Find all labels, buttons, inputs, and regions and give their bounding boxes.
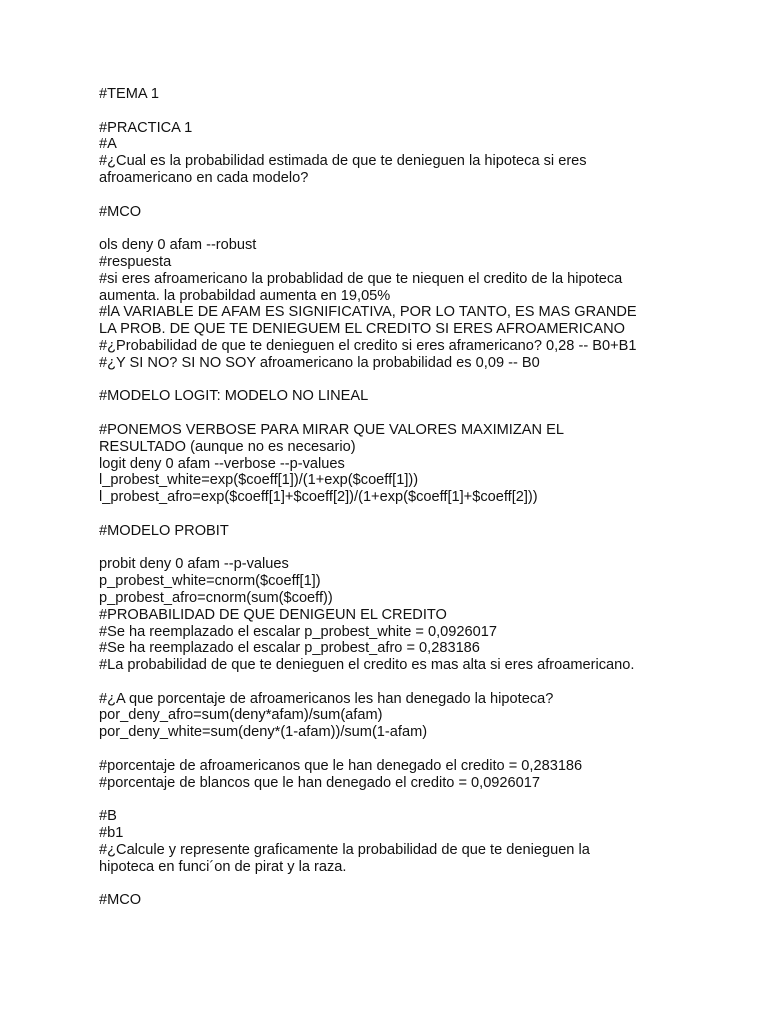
text-line: #respuesta xyxy=(99,253,172,270)
text-line: #MCO xyxy=(99,892,142,909)
text-line: #Se ha reemplazado el escalar p_probest_afro = 0,283186 xyxy=(99,640,480,657)
blank-line xyxy=(99,741,739,758)
text-line: por_deny_white=sum(deny*(1-afam))/sum(1-afam) xyxy=(99,724,428,741)
text-line: #PRACTICA 1 xyxy=(99,119,193,136)
blank-line xyxy=(99,674,739,691)
text-line: #b1 xyxy=(99,825,124,842)
text-line: #MODELO PROBIT xyxy=(99,522,229,539)
text-line: #MODELO LOGIT: MODELO NO LINEAL xyxy=(99,388,369,405)
text-line: RESULTADO (aunque no es necesario) xyxy=(99,438,356,455)
blank-line xyxy=(99,103,739,120)
blank-line xyxy=(99,405,739,422)
text-line: #B xyxy=(99,808,117,825)
text-line: #La probabilidad de que te denieguen el credito es mas alta si eres afroamericano. xyxy=(99,657,635,674)
text-line: l_probest_afro=exp($coeff[1]+$coeff[2])/(1+exp($coeff[1]+$coeff[2])) xyxy=(99,489,538,506)
text-line: hipoteca en funci´on de pirat y la raza. xyxy=(99,858,347,875)
text-line: #Se ha reemplazado el escalar p_probest_white = 0,0926017 xyxy=(99,623,497,640)
text-line: p_probest_white=cnorm($coeff[1]) xyxy=(99,573,321,590)
text-line: #¿Y SI NO? SI NO SOY afroamericano la probabilidad es 0,09 -- B0 xyxy=(99,354,540,371)
text-line: l_probest_white=exp($coeff[1])/(1+exp($coeff[1])) xyxy=(99,472,419,489)
text-line: LA PROB. DE QUE TE DENIEGUEM EL CREDITO SI ERES AFROAMERICANO xyxy=(99,321,626,338)
blank-line xyxy=(99,187,739,204)
text-line: #porcentaje de afroamericanos que le han denegado el credito = 0,283186 xyxy=(99,757,583,774)
text-line: #PONEMOS VERBOSE PARA MIRAR QUE VALORES MAXIMIZAN EL xyxy=(99,421,564,438)
text-line: p_probest_afro=cnorm(sum($coeff)) xyxy=(99,589,333,606)
text-line: #lA VARIABLE DE AFAM ES SIGNIFICATIVA, POR LO TANTO, ES MAS GRANDE xyxy=(99,304,637,321)
text-line: ols deny 0 afam --robust xyxy=(99,237,257,254)
text-line: #A xyxy=(99,136,117,153)
text-line: #¿Probabilidad de que te denieguen el credito si eres aframericano? 0,28 -- B0+B1 xyxy=(99,337,637,354)
text-line: #TEMA 1 xyxy=(99,86,160,102)
text-line: #si eres afroamericano la probablidad de que te niequen el credito de la hipoteca xyxy=(99,270,623,287)
text-line: #¿A que porcentaje de afroamericanos les han denegado la hipoteca? xyxy=(99,690,554,707)
blank-line xyxy=(99,875,739,892)
text-line: logit deny 0 afam --verbose --p-values xyxy=(99,455,345,472)
text-line: #¿Cual es la probabilidad estimada de que te denieguen la hipoteca si eres xyxy=(99,153,587,170)
text-line: #¿Calcule y represente graficamente la probabilidad de que te denieguen la xyxy=(99,841,590,858)
document-body xyxy=(99,86,739,909)
blank-line xyxy=(99,540,739,557)
text-line: aumenta. la probabildad aumenta en 19,05% xyxy=(99,287,391,304)
blank-line xyxy=(99,791,739,808)
blank-line xyxy=(99,506,739,523)
text-line: probit deny 0 afam --p-values xyxy=(99,556,289,573)
text-line: afroamericano en cada modelo? xyxy=(99,169,309,186)
text-line: #MCO xyxy=(99,203,142,220)
blank-line xyxy=(99,372,739,389)
text-line: #porcentaje de blancos que le han denegado el credito = 0,0926017 xyxy=(99,774,541,791)
text-line: por_deny_afro=sum(deny*afam)/sum(afam) xyxy=(99,707,383,724)
blank-line xyxy=(99,220,739,237)
text-line: #PROBABILIDAD DE QUE DENIGEUN EL CREDITO xyxy=(99,606,447,623)
